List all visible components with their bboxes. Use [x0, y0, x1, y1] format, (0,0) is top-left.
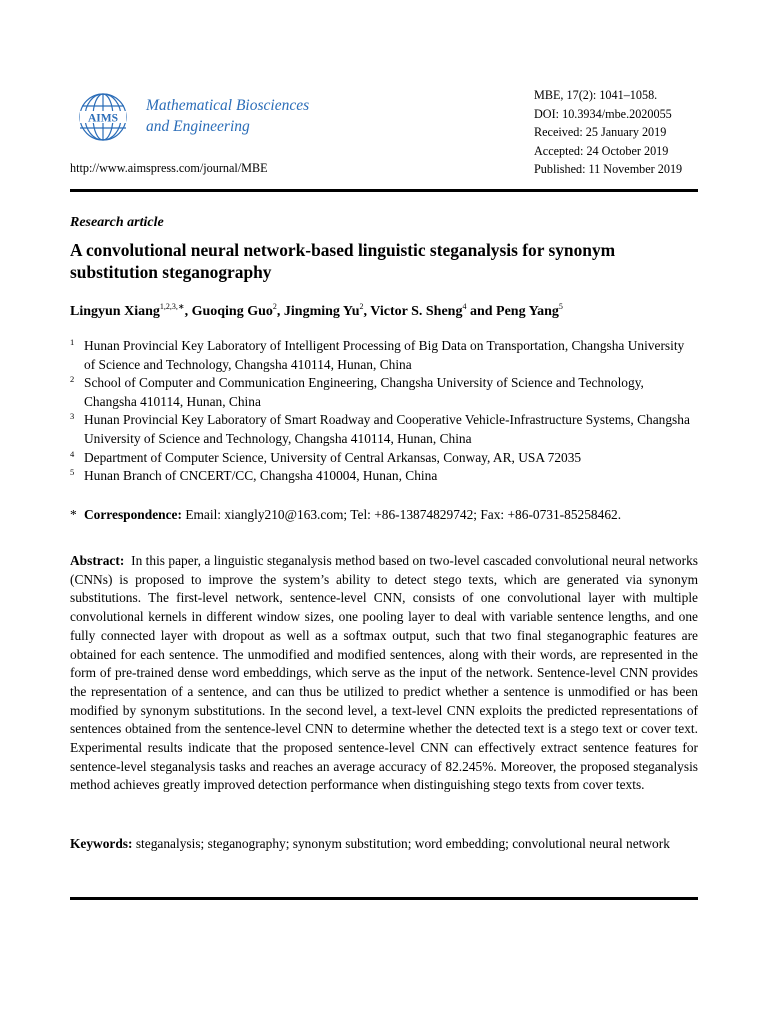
- aims-logo-icon: [76, 90, 130, 144]
- affiliation-text: Hunan Provincial Key Laboratory of Intelligent Processing of Big Data on Transportation, Changsha University of Science and Technology, Changsha 410114, Hunan, China: [84, 338, 685, 372]
- author-name: Lingyun Xiang: [70, 304, 160, 319]
- affiliation-number: 5: [70, 467, 75, 478]
- header-divider: [70, 189, 698, 192]
- affiliation-item: [70, 467, 698, 486]
- correspondence-star: *: [70, 507, 77, 522]
- author-separator: ,: [184, 304, 192, 319]
- affiliation-item: [70, 374, 698, 411]
- affiliation-list: [70, 337, 698, 486]
- author-name: Guoqing Guo: [191, 304, 273, 319]
- abstract-text: In this paper, a linguistic steganalysis method based on two-level cascaded convolutional neural networks (CNNs) is proposed to improve the system’s ability to detect stego texts, which are generated via synonym substitutions. The first-level network, sentence-level CNN, consists of one convolutional layer with multiple convolutional kernels in different window sizes, one pooling layer to deal with variable sentence lengths, and one fully connected layer with dropout as well as a softmax output, such that two final steganographic features are obtained for each sentence. The unmodified and modified sentences, along with their words, are represented in the form of pre-trained dense word embeddings, which serve as the input of the network. Sentence-level CNN provides the representation of a sentence, and can thus be utilized to predict whether a sentence is unmodified or has been modified by synonym substitutions. In the second level, a text-level CNN exploits the predicted representations of sentences obtained from the sentence-level CNN to determine whether the detected text is a stego text or cover text. Experimental results indicate that the proposed sentence-level CNN can effectively extract sentence features for sentence-level steganalysis tasks and reaches an average accuracy of 82.245%. Moreover, the proposed steganalysis method achieves greatly improved detection performance when distinguishing stego texts from cover texts.: [70, 553, 698, 793]
- abstract-label: Abstract:: [70, 553, 125, 568]
- correspondence: [70, 506, 698, 525]
- author-separator: ,: [363, 304, 371, 319]
- article-meta: [534, 86, 754, 179]
- journal-name-line-2: and Engineering: [146, 118, 250, 135]
- author-affiliation-marks: 1,2,3,∗: [159, 302, 185, 311]
- affiliation-item: [70, 411, 698, 448]
- meta-accepted: Accepted: 24 October 2019: [534, 143, 669, 158]
- meta-citation: MBE, 17(2): 1041–1058.: [534, 88, 658, 102]
- author-affiliation-marks: 2: [272, 302, 277, 311]
- affiliation-item: [70, 449, 698, 468]
- author-separator: ,: [276, 304, 284, 319]
- affiliation-number: 3: [70, 411, 75, 422]
- footer-divider: [70, 897, 698, 900]
- author-affiliation-marks: 4: [462, 302, 467, 311]
- journal-name-line-1: Mathematical Biosciences: [146, 97, 310, 114]
- author-separator: and: [466, 304, 497, 319]
- journal-name: [146, 95, 406, 137]
- keywords: [70, 835, 698, 854]
- affiliation-number: 1: [70, 337, 75, 347]
- keywords-label: Keywords:: [70, 836, 133, 851]
- author-name: Jingming Yu: [283, 304, 360, 319]
- author-name: Peng Yang: [496, 304, 559, 319]
- affiliation-number: 4: [70, 448, 75, 459]
- meta-received: Received: 25 January 2019: [534, 125, 667, 140]
- meta-published: Published: 11 November 2019: [534, 162, 683, 177]
- abstract: [70, 552, 698, 795]
- correspondence-label: Correspondence:: [84, 507, 182, 522]
- logo-text: AIMS: [87, 112, 119, 125]
- affiliation-number: 2: [70, 374, 75, 385]
- article-type: Research article: [70, 215, 164, 230]
- affiliation-text: Hunan Branch of CNCERT/CC, Changsha 410004, Hunan, China: [84, 468, 438, 484]
- author-affiliation-marks: 2: [359, 302, 364, 311]
- author-list: [70, 304, 563, 320]
- article-title: A convolutional neural network-based linguistic steganalysis for synonym substitution steganography: [70, 240, 616, 282]
- affiliation-text: School of Computer and Communication Engineering, Changsha University of Science and Technology, Changsha 410114, Hunan, China: [84, 375, 644, 409]
- author-affiliation-marks: 5: [558, 302, 563, 311]
- affiliation-item: [70, 337, 698, 374]
- affiliation-text: Department of Computer Science, University of Central Arkansas, Conway, AR, USA 72035: [84, 449, 582, 465]
- author-name: Victor S. Sheng: [370, 304, 463, 319]
- keywords-text: steganalysis; steganography; synonym substitution; word embedding; convolutional neural network: [135, 836, 670, 851]
- correspondence-text: Email: xiangly210@163.com; Tel: +86-13874829742; Fax: +86-0731-85258462.: [185, 507, 622, 522]
- affiliation-text: Hunan Provincial Key Laboratory of Smart Roadway and Cooperative Vehicle-Infrastructure Systems, Changsha University of Science and Technology, Changsha 410114, Hunan, China: [84, 412, 690, 446]
- meta-doi: DOI: 10.3934/mbe.2020055: [534, 106, 672, 121]
- journal-url[interactable]: http://www.aimspress.com/journal/MBE: [70, 161, 268, 175]
